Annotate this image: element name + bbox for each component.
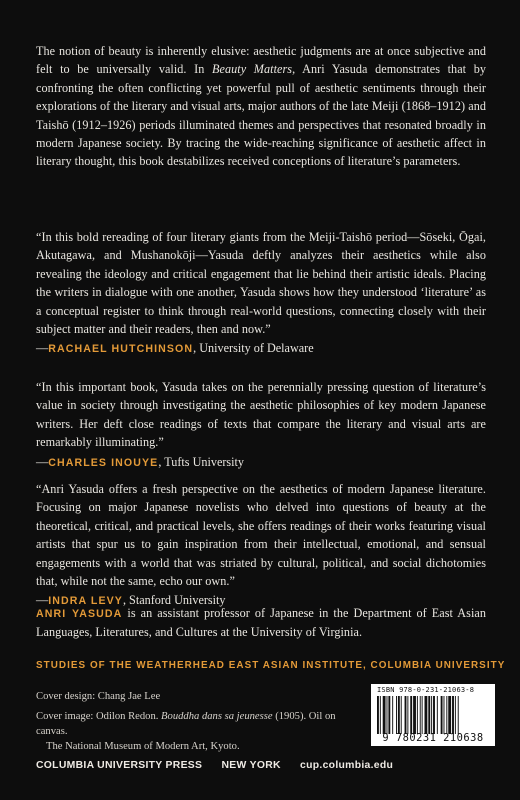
isbn-number: ISBN 978-0-231-21063-8 <box>377 686 475 694</box>
barcode-icon <box>377 696 491 734</box>
barcode-bar <box>388 696 390 734</box>
publisher-footer <box>36 760 496 771</box>
blurb-quote: “In this bold rereading of four literary giants from the Meiji-Taishō period—Sōseki, Ōgai, Akutagawa, and Mushanokōji—Yasuda deftly analyzes their aesthetics while also revealing the ideology and critical engagement that lie behind their artistic ideals. Placing the writers in dialogue with one another, Yasuda shows how they understood ‘literature’ as a conceptual register to think through real-world questions, connecting closely with their subject matter and their readers, then and now.” <box>36 230 486 337</box>
barcode-bar <box>405 696 407 734</box>
isbn-barcode <box>371 684 495 746</box>
barcode-bar <box>417 696 418 734</box>
blurb-author: CHARLES INOUYE <box>48 456 159 469</box>
blurb-source: —INDRA LEVY, Stanford University <box>36 593 226 608</box>
barcode-bar <box>448 696 451 734</box>
blurb-source: —RACHAEL HUTCHINSON, University of Delaware <box>36 341 314 356</box>
barcode-bar <box>455 696 456 734</box>
barcode-bar <box>380 696 381 734</box>
blurb-source: —CHARLES INOUYE, Tufts University <box>36 454 245 469</box>
blurb-quote: “Anri Yasuda offers a fresh perspective on the aesthetics of modern Japanese literature. Focusing on major Japanese novelists who delved into questions of beauty at the theoretical, critical, and practical levels, she offers readings of their works featuring visual artists that spur us to gain inspiration from their intellectual, emotional, and sensual engagements with a world that was striated by cultural, political, and social dichotomies that, while not the same, echo our own.” <box>36 482 486 589</box>
barcode-bar <box>422 696 423 734</box>
blurb-affiliation: , Stanford University <box>122 593 226 608</box>
cover-image-credit: Cover image: Odilon Redon. Bouddha dans sa jeunesse (1905). Oil on canvas. <box>36 711 336 737</box>
barcode-bar <box>441 696 443 734</box>
description <box>36 42 486 171</box>
barcode-bar <box>437 696 438 734</box>
barcode-bar <box>444 696 445 734</box>
blurb-2 <box>36 378 486 472</box>
barcode-bar <box>413 696 416 734</box>
blurb-affiliation: , University of Delaware <box>193 341 314 356</box>
barcode-bar <box>431 696 432 734</box>
barcode-bar <box>420 696 421 734</box>
cover-image-museum: The National Museum of Modern Art, Kyoto. <box>46 741 240 752</box>
blurb-author: INDRA LEVY <box>48 595 123 608</box>
cover-credits <box>36 689 366 754</box>
blurb-quote: “In this important book, Yasuda takes on the perennially pressing question of literature’s value in society through investigating the aesthetic philosophies of key modern Japanese writers. Her deft close readings of texts that compare the literary and visual arts are remarkably illuminating.” <box>36 380 486 450</box>
publisher-name: COLUMBIA UNIVERSITY PRESS <box>36 760 203 771</box>
blurb-1 <box>36 228 486 359</box>
barcode-bar <box>425 696 428 734</box>
barcode-bar <box>383 696 386 734</box>
barcode-bar <box>377 696 379 734</box>
author-name: ANRI YASUDA <box>36 608 123 620</box>
author-bio-text: ANRI YASUDA is an assistant professor of Japanese in the Department of East Asian Languages, Literatures, and Cultures at the University of Virginia. <box>36 606 486 640</box>
description-text-1: The notion of beauty is inherently elusive: aesthetic judgments are at once subjective and felt to be universally valid. In <box>36 44 486 77</box>
publisher-url[interactable]: cup.columbia.edu <box>300 760 394 771</box>
barcode-bar <box>410 696 412 734</box>
blurb-affiliation: , Tufts University <box>158 454 245 469</box>
barcode-bar <box>407 696 408 734</box>
series-title: STUDIES OF THE WEATHERHEAD EAST ASIAN INSTITUTE, COLUMBIA UNIVERSITY <box>36 660 506 671</box>
cover-design-credit: Cover design: Chang Jae Lee <box>36 691 161 702</box>
publisher-city: NEW YORK <box>221 760 281 771</box>
blurb-3 <box>36 480 486 611</box>
barcode-bar <box>433 696 435 734</box>
barcode-bar <box>428 696 430 734</box>
barcode-bar <box>452 696 454 734</box>
barcode-bar <box>392 696 393 734</box>
painting-title: Bouddha dans sa jeunesse <box>161 711 273 722</box>
blurb-author: RACHAEL HUTCHINSON <box>48 343 194 356</box>
barcode-digits: 9 780231 210638 <box>382 732 484 744</box>
barcode-bar <box>458 696 459 734</box>
description-text-2: , Anri Yasuda demonstrates that by confronting the often conflicting yet powerful pull of aesthetic sentiments through their explorations of the literary and visual arts, major authors of the late Meiji (1868–1912) and Taishō (1912–1926) periods illuminated themes and perspectives that resonated broadly in modern Japanese society. By tracing the wide-reaching significance of aesthetic affect in literary thought, this book destabilizes received conceptions of literature’s parameters. <box>36 62 487 169</box>
barcode-bar <box>401 696 402 734</box>
barcode-bar <box>387 696 388 734</box>
book-title: Beauty Matters <box>212 62 293 77</box>
author-bio <box>36 604 486 642</box>
barcode-bar <box>396 696 397 734</box>
barcode-bar <box>398 696 400 734</box>
barcode-bar <box>446 696 447 734</box>
description-paragraph <box>36 42 486 171</box>
